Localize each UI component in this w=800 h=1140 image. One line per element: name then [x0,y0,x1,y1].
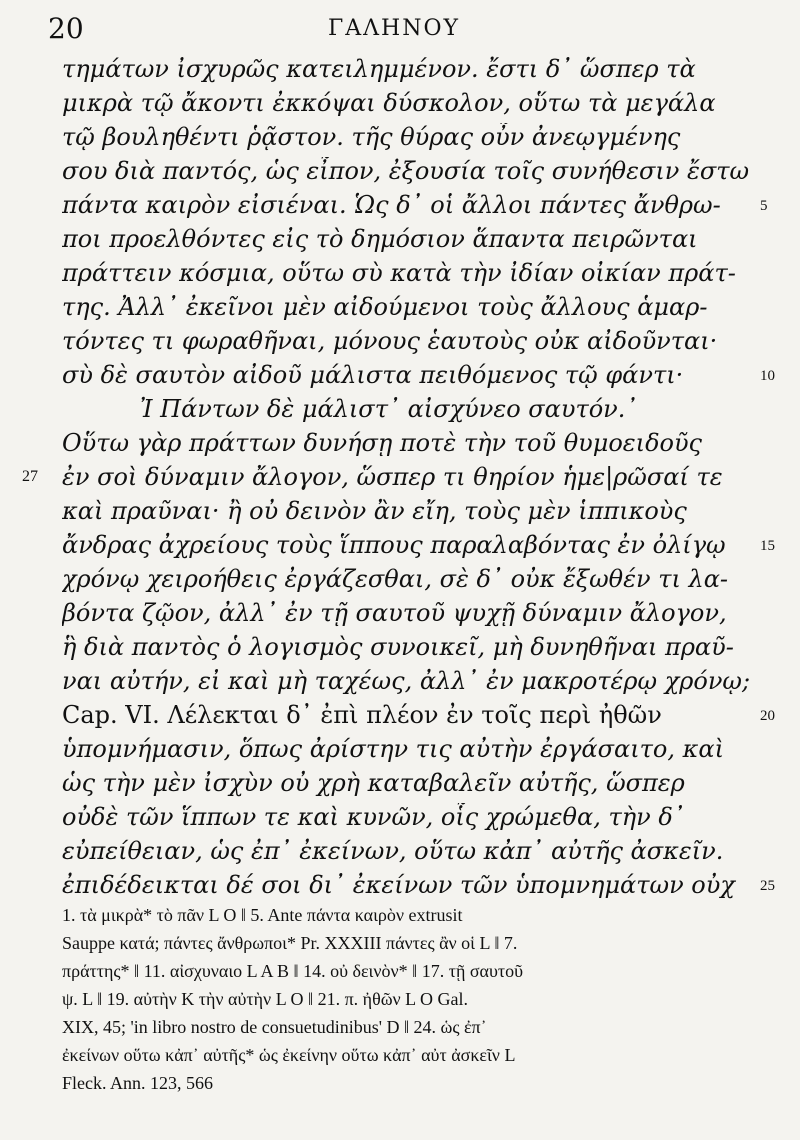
text-line: ναι αὐτήν, εἰ καὶ μὴ ταχέως, ἀλλ᾽ ἐν μακροτέρῳ χρόνῳ; [62,667,751,695]
text-line: χρόνῳ χειροήθεις ἐργάζεσθαι, σὲ δ᾽ οὐκ ἔξωθέν τι λα- [62,565,729,593]
footnote-line: πράττης* ‖ 11. αἰσχυναιο L A B ‖ 14. οὐ δεινὸν* ‖ 17. τῇ σαυτοῦ [62,961,524,981]
text-line: πράττειν κόσμια, οὕτω σὺ κατὰ τὴν ἰδίαν οἰκίαν πράτ- [62,259,736,287]
text-line: σου διὰ παντός, ὡς εἶπον, ἐξουσία τοῖς συνήθεσιν ἔστω [62,157,750,185]
text-line: καὶ πραῦναι· ἢ οὐ δεινὸν ἂν εἴη, τοὺς μὲν ἱππικοὺς [62,497,687,525]
footnote-line: Sauppe κατά; πάντες ἄνθρωποι* Pr. XXXIII πάντες ἂν οἱ L ‖ 7. [62,933,518,953]
footnote-line: XIX, 45; 'in libro nostro de consuetudinibus' D ‖ 24. ὡς ἐπ᾽ [62,1017,487,1037]
verse-quote-line: Ἰ Πάντων δὲ μάλιστ᾽ αἰσχύνεο σαυτόν.᾽ [140,395,638,423]
text-line: τῷ βουληθέντι ῥᾷστον. τῆς θύρας οὖν ἀνεῳγμένης [62,123,681,151]
footnote-line: Fleck. Ann. 123, 566 [62,1073,213,1093]
text-line: τημάτων ἰσχυρῶς κατειλημμένον. ἔστι δ᾽ ὥσπερ τὰ [62,55,696,83]
text-line: ἐν σοὶ δύναμιν ἄλογον, ὥσπερ τι θηρίον ἡμε|ρῶσαί τε [62,463,723,491]
text-line: της. Ἀλλ᾽ ἐκεῖνοι μὲν αἰδούμενοι τοὺς ἄλλους ἁμαρ- [62,293,708,321]
line-number: 5 [760,198,768,214]
text-line: Οὕτω γὰρ πράττων δυνήσῃ ποτὲ τὴν τοῦ θυμοειδοῦς [62,429,702,457]
text-line: σὺ δὲ σαυτὸν αἰδοῦ μάλιστα πειθόμενος τῷ φάντι· [62,361,684,389]
text-line: ποι προελθόντες εἰς τὸ δημόσιον ἅπαντα πειρῶνται [62,225,698,253]
running-head: ΓΑΛΗΝΟΥ [328,16,461,41]
text-line: ὑπομνήμασιν, ὅπως ἀρίστην τις αὐτὴν ἐργάσαιτο, καὶ [62,735,724,763]
text-line: μικρὰ τῷ ἄκοντι ἐκκόψαι δύσκολον, οὕτω τὰ μεγάλα [62,89,716,117]
text-line: τόντες τι φωραθῆναι, μόνους ἑαυτοὺς οὐκ αἰδοῦνται· [62,327,718,355]
footnote-line: ἐκείνων οὕτω κἀπ᾽ αὐτῆς* ὡς ἐκείνην οὕτω κἀπ᾽ αὐτ ἀσκεῖν L [62,1045,516,1065]
footnote-line: ψ. L ‖ 19. αὐτὴν K τὴν αὐτὴν L O ‖ 21. π. ἠθῶν L O Gal. [62,989,468,1009]
text-line: ὡς τὴν μὲν ἰσχὺν οὐ χρὴ καταβαλεῖν αὐτῆς, ὥσπερ [62,769,685,797]
text-line: ἐπιδέδεικται δέ σοι δι᾽ ἐκείνων τῶν ὑπομνημάτων οὐχ [62,871,735,899]
page-header [38,12,760,52]
page-number: 20 [48,12,84,45]
text-line: εὐπείθειαν, ὡς ἐπ᾽ ἐκείνων, οὕτω κἀπ᾽ αὐτῆς ἀσκεῖν. [62,837,724,865]
footnote-line: 1. τὰ μικρὰ* τὸ πᾶν L O ‖ 5. Ante πάντα καιρὸν extrusit [62,905,463,925]
chapter-heading-line: Cap. VI. Λέλεκται δ᾽ ἐπὶ πλέον ἐν τοῖς περὶ ἠθῶν [62,701,662,729]
line-number: 10 [760,368,775,384]
line-number: 15 [760,538,775,554]
text-line: ἄνδρας ἀχρείους τοὺς ἵππους παραλαβόντας ἐν ὀλίγῳ [62,531,726,559]
line-number: 20 [760,708,775,724]
text-line: βόντα ζῷον, ἀλλ᾽ ἐν τῇ σαυτοῦ ψυχῇ δύναμιν ἄλογον, [62,599,727,627]
text-line: πάντα καιρὸν εἰσιέναι. Ὡς δ᾽ οἱ ἄλλοι πάντες ἄνθρω- [62,191,721,219]
margin-page-reference: 27 [22,468,38,485]
text-line: οὐδὲ τῶν ἵππων τε καὶ κυνῶν, οἷς χρώμεθα, τὴν δ᾽ [62,803,685,831]
text-line: ἣ διὰ παντὸς ὁ λογισμὸς συνοικεῖ, μὴ δυνηθῆναι πραῦ- [62,633,734,661]
line-number: 25 [760,878,775,894]
